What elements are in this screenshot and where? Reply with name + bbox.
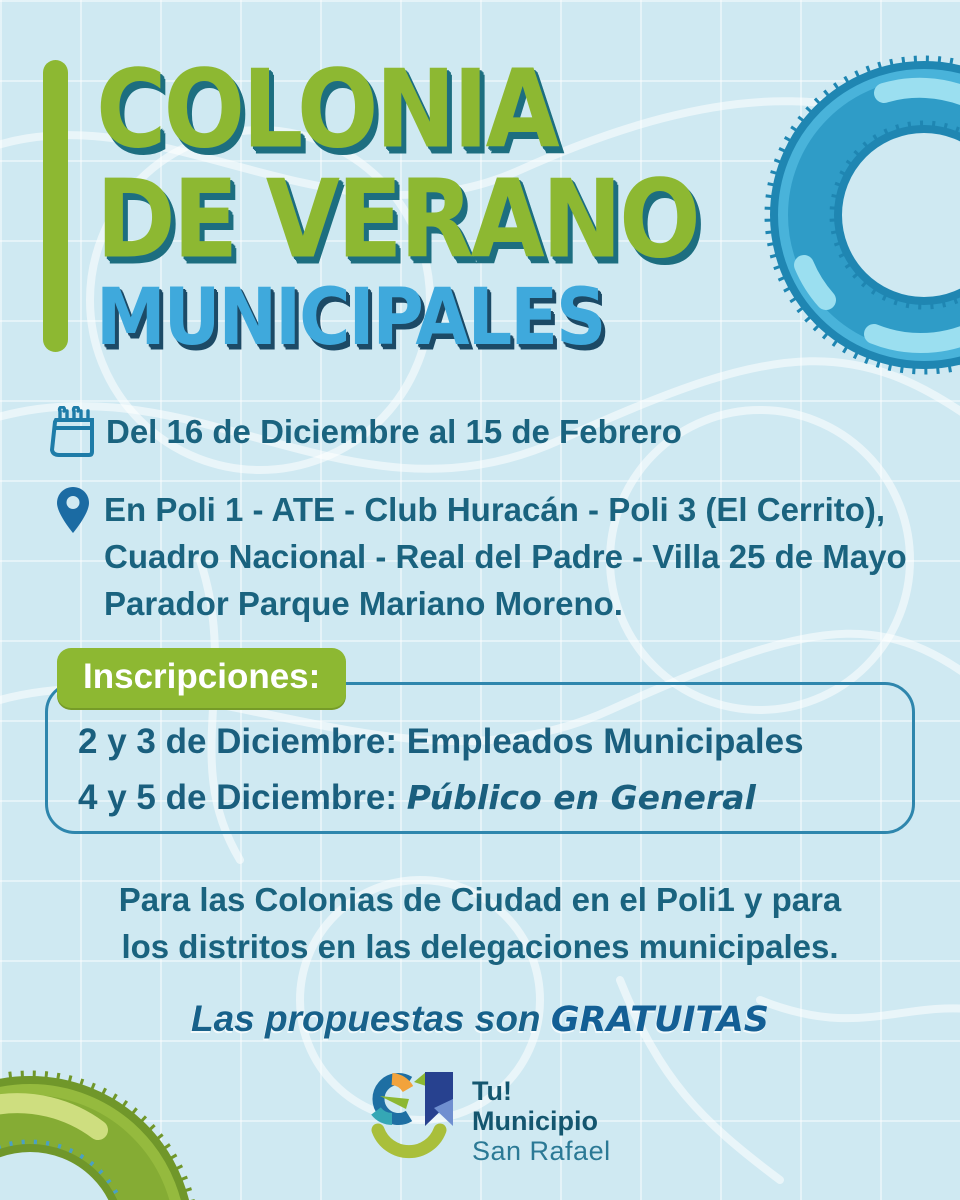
inscriptions-lines [78, 714, 804, 826]
dates-row [48, 406, 682, 465]
note-line-1: Para las Colonias de Ciudad en el Poli1 y para [118, 881, 842, 918]
note-paragraph [0, 876, 960, 970]
logo-line-san-rafael: San Rafael [472, 1136, 611, 1166]
inscriptions-line-2-highlight: Público en General [406, 778, 756, 817]
free-offer-highlight: GRATUITAS [550, 1000, 769, 1040]
pool-ring-blue [724, 15, 960, 415]
title-accent-bar [43, 60, 68, 352]
note-line-2: los distritos en las delegaciones municipales. [121, 928, 839, 965]
location-pin-icon [56, 486, 90, 539]
municipality-logo-text [472, 1068, 611, 1172]
locations-line-3: Parador Parque Mariano Moreno. [104, 585, 623, 622]
dates-text: Del 16 de Diciembre al 15 de Febrero [106, 413, 682, 450]
inscriptions-line-1: 2 y 3 de Diciembre: Empleados Municipales [78, 722, 804, 761]
municipality-logo-mark [362, 1068, 456, 1172]
locations-line-1: En Poli 1 - ATE - Club Huracán - Poli 3 (El Cerrito), [104, 491, 886, 528]
inscriptions-label: Inscripciones: [57, 648, 346, 708]
logo-line-municipio: Municipio [472, 1106, 598, 1136]
title-line-municipales: MUNICIPALES [96, 271, 605, 364]
free-offer-line [0, 998, 960, 1040]
calendar-icon [48, 406, 98, 465]
municipality-logo [362, 1068, 611, 1172]
title-line-de-verano: DE VERANO [96, 157, 698, 283]
locations-row [56, 486, 907, 627]
poster-title [96, 47, 698, 364]
free-offer-prefix: Las propuestas son [191, 998, 551, 1039]
logo-line-tu: Tu! [472, 1076, 512, 1106]
locations-line-2: Cuadro Nacional - Real del Padre - Villa 25 de Mayo [104, 538, 907, 575]
pool-ring-green [0, 1040, 230, 1200]
inscriptions-line-2 [78, 770, 804, 826]
inscriptions-line-2-prefix: 4 y 5 de Diciembre: [78, 778, 407, 817]
locations-text [104, 486, 907, 627]
title-line-colonia: COLONIA [96, 47, 557, 173]
